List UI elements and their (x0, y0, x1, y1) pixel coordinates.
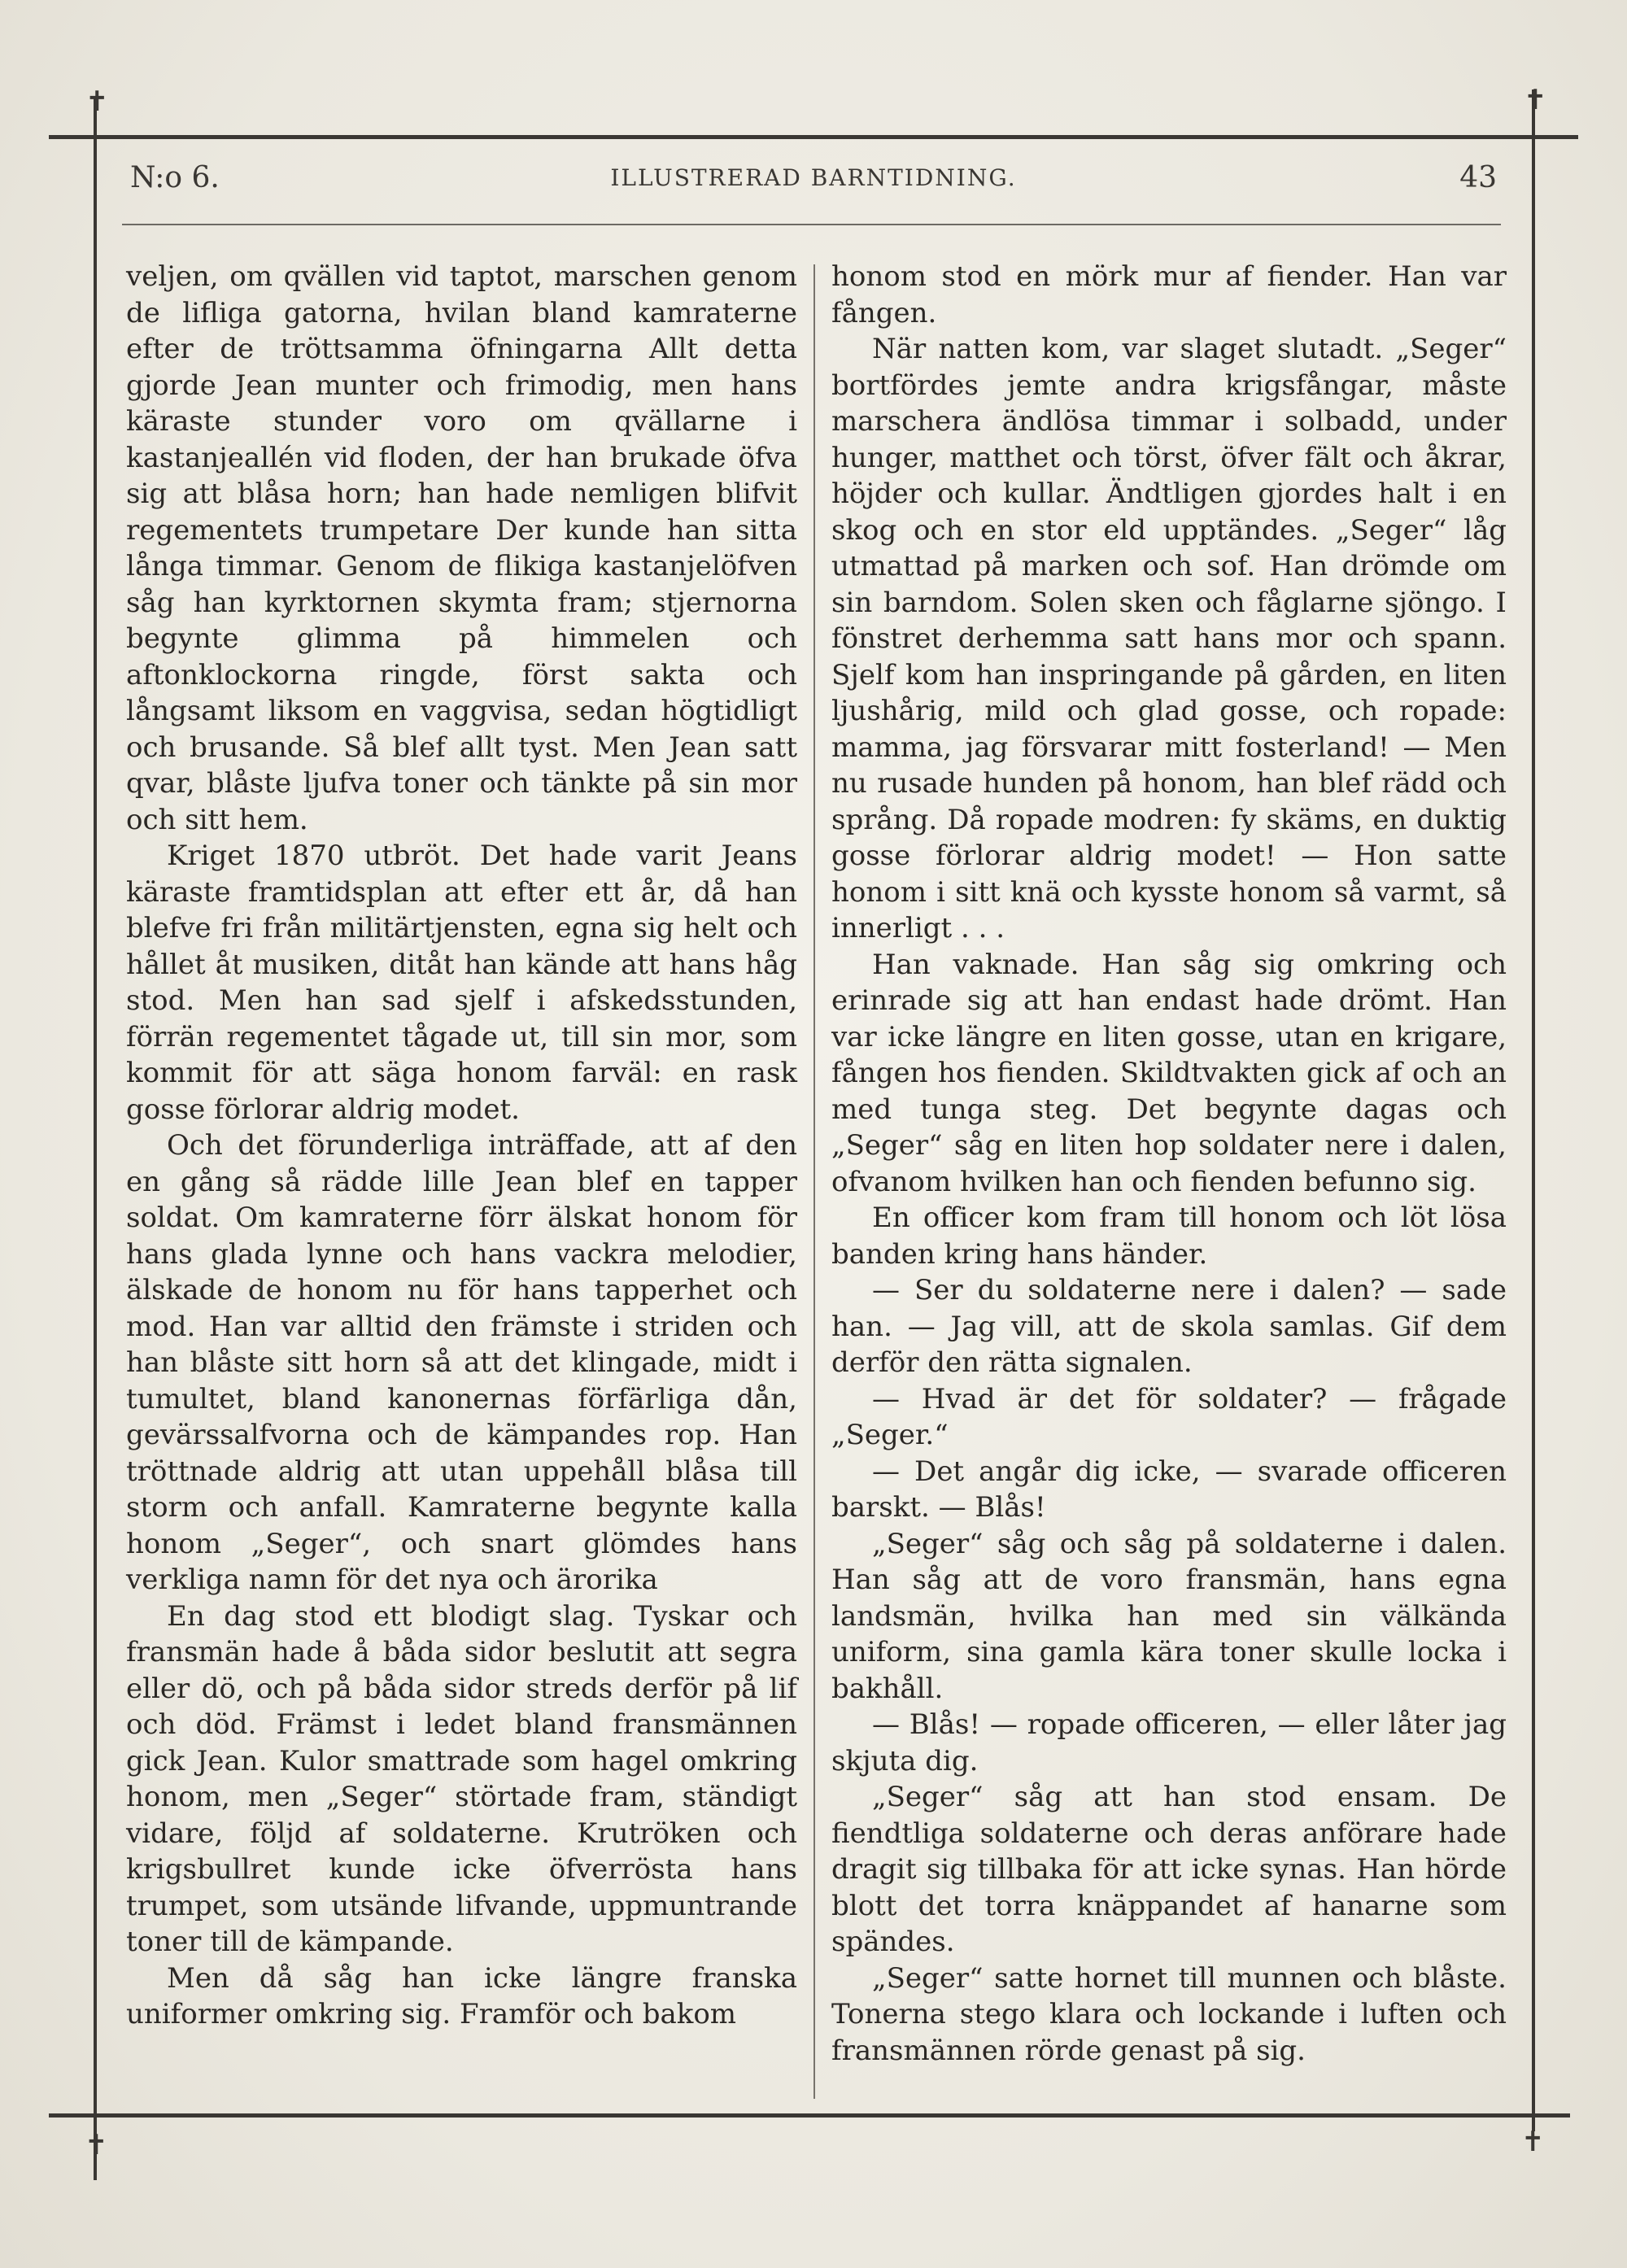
paragraph: „Seger“ satte hornet till munnen och blåste. Tonerna stego klara och lockande i luften och fransmännen rörde genast på sig. (831, 1961, 1507, 2067)
paragraph: „Seger“ såg att han stod ensam. De fiendtliga soldaterne och deras anförare hade dragit sig tillbaka för att icke synas. Han hörde blott det torra knäppandet af hanarne som spändes. (831, 1781, 1507, 1958)
paragraph: En officer kom fram till honom och löt lösa banden kring hans händer. (831, 1202, 1507, 1271)
paragraph: „Seger“ såg och såg på soldaterne i dalen. Han såg att de voro fransmän, hans egna landsmän, hvilka han med sin välkända uniform, sina gamla kära toner skulle locka i bakhåll. (831, 1527, 1507, 1705)
paragraph: En dag stod ett blodigt slag. Tyskar och fransmän hade å båda sidor beslutit att segra eller dö, och på båda sidor streds derför på lif och död. Främst i ledet bland fransmännen gick Jean. Kulor smattrade som hagel omkring honom, men „Seger“ störtade fram, ständigt vidare, följd af soldaterne. Krutröken och krigsbullret kunde icke öfverrösta hans trumpet, som utsände lifvande, uppmuntrande toner till de kämpande. (126, 1599, 797, 1958)
paragraph: — Ser du soldaterne nere i dalen? — sade han. — Jag vill, att de skola samlas. Gif dem derför den rätta signalen. (831, 1274, 1507, 1379)
paragraph: — Hvad är det för soldater? — frågade „Seger.“ (831, 1382, 1507, 1451)
paragraph: Och det förunderliga inträffade, att af den en gång så rädde lille Jean blef en tapper soldat. Om kamraterne förr älskat honom för hans glada lynne och hans vackra melodier, älskade de honom nu för hans tapperhet och mod. Han var alltid den främste i striden och han blåste sitt horn så att det klingade, midt i tumultet, bland kanonernas förfärliga dån, gevärssalfvorna och de kämpandes rop. Han tröttnade aldrig att utan uppehåll blåsa till storm och anfall. Kamraterne begynte kalla honom „Seger“, och snart glömdes hans verkliga namn för det nya och ärorika (126, 1129, 797, 1596)
issue-number: N:o 6. (130, 161, 220, 194)
paragraph: veljen, om qvällen vid taptot, marschen genom de lifliga gatorna, hvilan bland kamraterne efter de tröttsamma öfningarna Allt detta gjorde Jean munter och frimodig, men hans käraste stunder voro om qvällarne i kastanjeallén vid floden, der han brukade öfva sig att blåsa horn; han hade nemligen blifvit regementets trumpetare Der kunde han sitta långa timmar. Genom de flikiga kastanjelöfven såg han kyrktornen skymta fram; stjernorna begynte glimma på himmelen och aftonklockorna ringde, först sakta och långsamt liksom en vaggvisa, sedan högtidligt och brusande. Så blef allt tyst. Men Jean satt qvar, blåste ljufva toner och tänkte på sin mor och sitt hem. (126, 260, 797, 836)
paragraph: Men då såg han icke längre franska uniformer omkring sig. Framför och bakom (126, 1961, 797, 2030)
running-header (130, 161, 1497, 202)
frame-rule-top (49, 135, 1578, 139)
corner-ornament-icon: ✝ (85, 2129, 108, 2161)
corner-ornament-icon: ✝ (1524, 84, 1547, 116)
paragraph: — Det angår dig icke, — svarade officeren barskt. — Blås! (831, 1455, 1507, 1524)
paragraph: Han vaknade. Han såg sig omkring och erinrade sig att han endast hade drömt. Han var icke längre en liten gosse, utan en krigare, fången hos fienden. Skildtvakten gick af och an med tunga steg. Det begynte dagas och „Seger“ såg en liten hop soldater nere i dalen, ofvanom hvilken han och fienden befunno sig. (831, 948, 1507, 1198)
frame-rule-bottom (49, 2113, 1570, 2118)
header-rule (122, 224, 1501, 225)
paragraph: honom stod en mörk mur af fiender. Han var fången. (831, 260, 1507, 329)
frame-rule-right (1532, 89, 1535, 2131)
paragraph: När natten kom, var slaget slutadt. „Seger“ bortfördes jemte andra krigsfångar, måste marschera ändlösa timmar i solbadd, under hunger, matthet och törst, öfver fält och åkrar, höjder och kullar. Ändtligen gjordes halt i en skog och en stor eld upptändes. „Seger“ låg utmattad på marken och sof. Han drömde om sin barndom. Solen sken och fåglarne sjöngo. I fönstret derhemma satt hans mor och spann. Sjelf kom han inspringande på gården, en liten ljushårig, mild och glad gosse, och ropade: mamma, jag försvarar mitt fosterland! — Men nu rusade hunden på honom, han blef rädd och språng. Då ropade modren: fy skäms, en duktig gosse förlorar aldrig modet! — Hon satte honom i sitt knä och kysste honom så varmt, så innerligt . . . (831, 333, 1507, 944)
column-separator (814, 264, 815, 2099)
corner-ornament-icon: ✝ (1521, 2126, 1545, 2158)
text-column-left (126, 259, 797, 2033)
paragraph: Kriget 1870 utbröt. Det hade varit Jeans käraste framtidsplan att efter ett år, då han blefve fri från militärtjensten, egna sig helt och hållet åt musiken, ditåt han kände att hans håg stod. Men han sad sjelf i afskedsstunden, förrän regementet tågade ut, till sin mor, som kommit för att säga honom farväl: en rask gosse förlorar aldrig modet. (126, 840, 797, 1126)
frame-rule-left (94, 98, 97, 2180)
text-column-right (831, 259, 1507, 2069)
paragraph: — Blås! — ropade officeren, — eller låter jag skjuta dig. (831, 1708, 1507, 1777)
corner-ornament-icon: ✝ (85, 85, 109, 118)
publication-title: ILLUSTRERAD BARNTIDNING. (610, 164, 1017, 191)
page-number: 43 (1459, 161, 1497, 194)
